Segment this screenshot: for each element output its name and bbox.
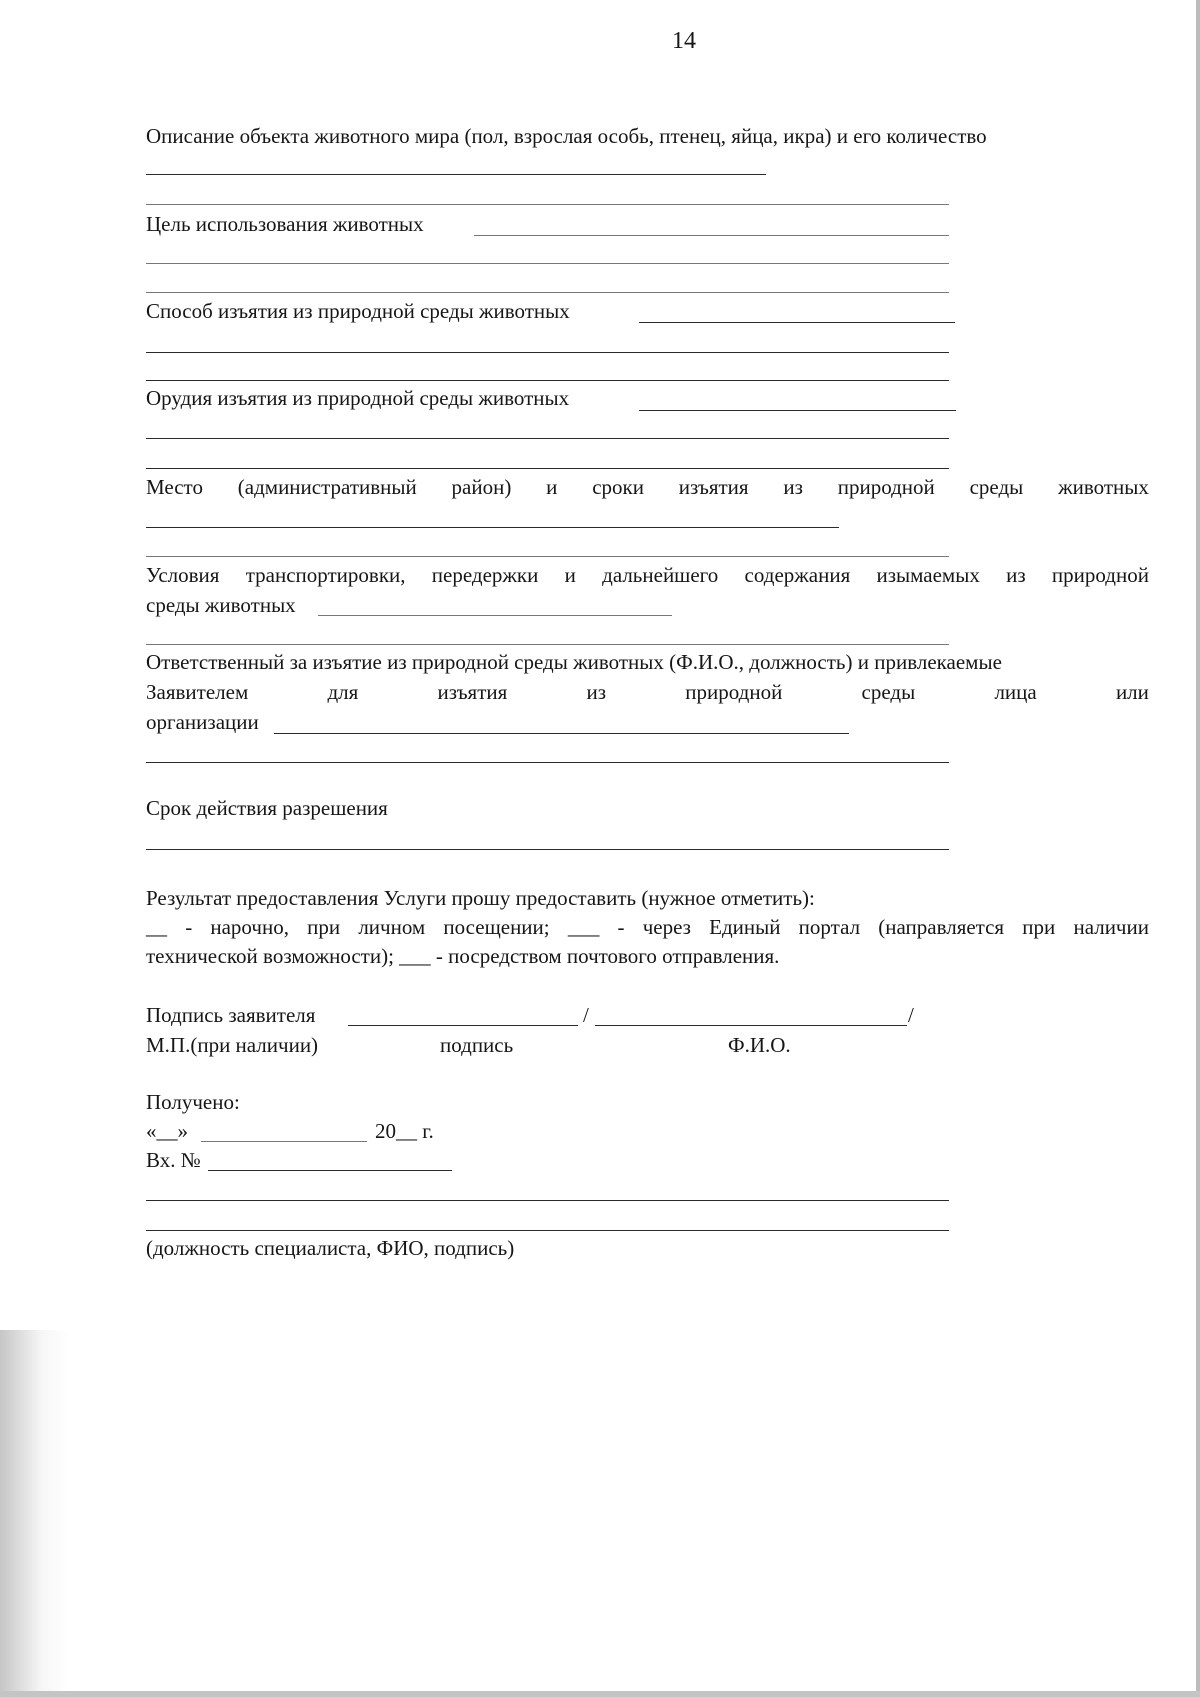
- incoming-number-label: Вх. №: [146, 1148, 201, 1172]
- result-option-word: через: [642, 915, 691, 939]
- specialist-blank[interactable]: [146, 1200, 949, 1201]
- place-word: из: [783, 475, 803, 499]
- place-word: район): [451, 475, 512, 499]
- transport-word: содержания: [744, 563, 851, 587]
- transport-word: и: [564, 563, 576, 587]
- place-word: Место: [146, 475, 203, 499]
- responsible-word: или: [1115, 680, 1149, 704]
- result-option-word: ___: [567, 915, 600, 939]
- signature-name-blank[interactable]: [595, 1025, 907, 1026]
- result-option-2: технической возможности); ___ - посредством почтового отправления.: [146, 944, 780, 968]
- received-date-month-blank[interactable]: [201, 1141, 367, 1142]
- place-word: среды: [969, 475, 1024, 499]
- transport-word: из: [1006, 563, 1026, 587]
- transport-label-cont: среды животных: [146, 593, 296, 617]
- transport-word: Условия: [146, 563, 220, 587]
- purpose-label: Цель использования животных: [146, 212, 424, 236]
- animal-description-blank[interactable]: [146, 174, 766, 175]
- incoming-number-blank[interactable]: [208, 1170, 452, 1171]
- received-heading: Получено:: [146, 1090, 240, 1114]
- place-blank-2[interactable]: [146, 556, 949, 557]
- place-word: (административный: [237, 475, 417, 499]
- received-date-day: «__»: [146, 1119, 188, 1143]
- purpose-blank-2[interactable]: [146, 263, 949, 264]
- signature-blank[interactable]: [348, 1025, 578, 1026]
- purpose-blank[interactable]: [474, 235, 949, 236]
- place-label: [146, 475, 1149, 500]
- responsible-word: природной: [685, 680, 783, 704]
- scan-shadow-left: [0, 1330, 70, 1697]
- responsible-label-3: организации: [146, 710, 259, 734]
- result-option-word: при: [1022, 915, 1056, 939]
- page-number: 14: [672, 28, 696, 54]
- sign-caption: подпись: [440, 1033, 514, 1057]
- tools-blank-2[interactable]: [146, 438, 949, 439]
- result-option-word: -: [185, 915, 193, 939]
- tools-label: Орудия изъятия из природной среды животных: [146, 386, 570, 410]
- method-blank[interactable]: [639, 322, 955, 323]
- place-word: природной: [837, 475, 935, 499]
- result-option-word: наличии: [1073, 915, 1149, 939]
- result-option-word: нарочно,: [210, 915, 289, 939]
- animal-description-blank-2[interactable]: [146, 204, 949, 205]
- responsible-word: лица: [994, 680, 1037, 704]
- received-date-year: 20__ г.: [375, 1119, 434, 1143]
- result-option-word: портал: [798, 915, 861, 939]
- tools-blank[interactable]: [639, 410, 956, 411]
- specialist-blank-2[interactable]: [146, 1230, 949, 1231]
- tools-blank-3[interactable]: [146, 468, 949, 469]
- transport-word: транспортировки,: [245, 563, 406, 587]
- responsible-word: изъятия: [437, 680, 508, 704]
- place-word: сроки: [592, 475, 644, 499]
- result-option-word: __: [146, 915, 167, 939]
- responsible-blank[interactable]: [274, 733, 849, 734]
- result-option-word: личном: [358, 915, 426, 939]
- place-word: изъятия: [678, 475, 749, 499]
- place-word: животных: [1058, 475, 1149, 499]
- transport-word: дальнейшего: [602, 563, 719, 587]
- result-option-word: Единый: [709, 915, 781, 939]
- method-label: Способ изъятия из природной среды животных: [146, 299, 570, 323]
- responsible-blank-2[interactable]: [146, 762, 949, 763]
- validity-label: Срок действия разрешения: [146, 796, 388, 820]
- responsible-word: Заявителем: [146, 680, 249, 704]
- place-blank[interactable]: [146, 527, 839, 528]
- signature-slash-1: /: [583, 1003, 589, 1027]
- scan-edge-right: [1196, 0, 1200, 1697]
- transport-blank-2[interactable]: [146, 644, 949, 645]
- responsible-label-2: [146, 680, 1149, 705]
- name-caption: Ф.И.О.: [728, 1033, 791, 1057]
- responsible-word: для: [327, 680, 359, 704]
- result-option-word: -: [617, 915, 625, 939]
- result-option-word: при: [307, 915, 341, 939]
- signature-slash-2: /: [908, 1003, 914, 1027]
- responsible-word: среды: [861, 680, 916, 704]
- place-word: и: [546, 475, 558, 499]
- animal-description-label: Описание объекта животного мира (пол, взрослая особь, птенец, яйца, икра) и его количество: [146, 124, 987, 148]
- result-option-1: [146, 915, 1149, 940]
- method-blank-3[interactable]: [146, 380, 949, 381]
- result-heading: Результат предоставления Услуги прошу предоставить (нужное отметить):: [146, 886, 815, 910]
- signature-label: Подпись заявителя: [146, 1003, 316, 1027]
- seal-label: М.П.(при наличии): [146, 1033, 319, 1057]
- method-blank-2[interactable]: [146, 352, 949, 353]
- result-option-word: (направляется: [878, 915, 1005, 939]
- purpose-blank-3[interactable]: [146, 292, 949, 293]
- transport-blank[interactable]: [318, 615, 672, 616]
- transport-word: изымаемых: [876, 563, 980, 587]
- specialist-caption: (должность специалиста, ФИО, подпись): [146, 1236, 515, 1260]
- transport-word: природной: [1051, 563, 1149, 587]
- transport-label: [146, 563, 1149, 588]
- scan-edge-bottom: [0, 1691, 1200, 1697]
- validity-blank[interactable]: [146, 849, 949, 850]
- transport-word: передержки: [431, 563, 539, 587]
- result-option-word: посещении;: [443, 915, 550, 939]
- responsible-label: Ответственный за изъятие из природной среды животных (Ф.И.О., должность) и привлекаемые: [146, 650, 1002, 674]
- responsible-word: из: [586, 680, 607, 704]
